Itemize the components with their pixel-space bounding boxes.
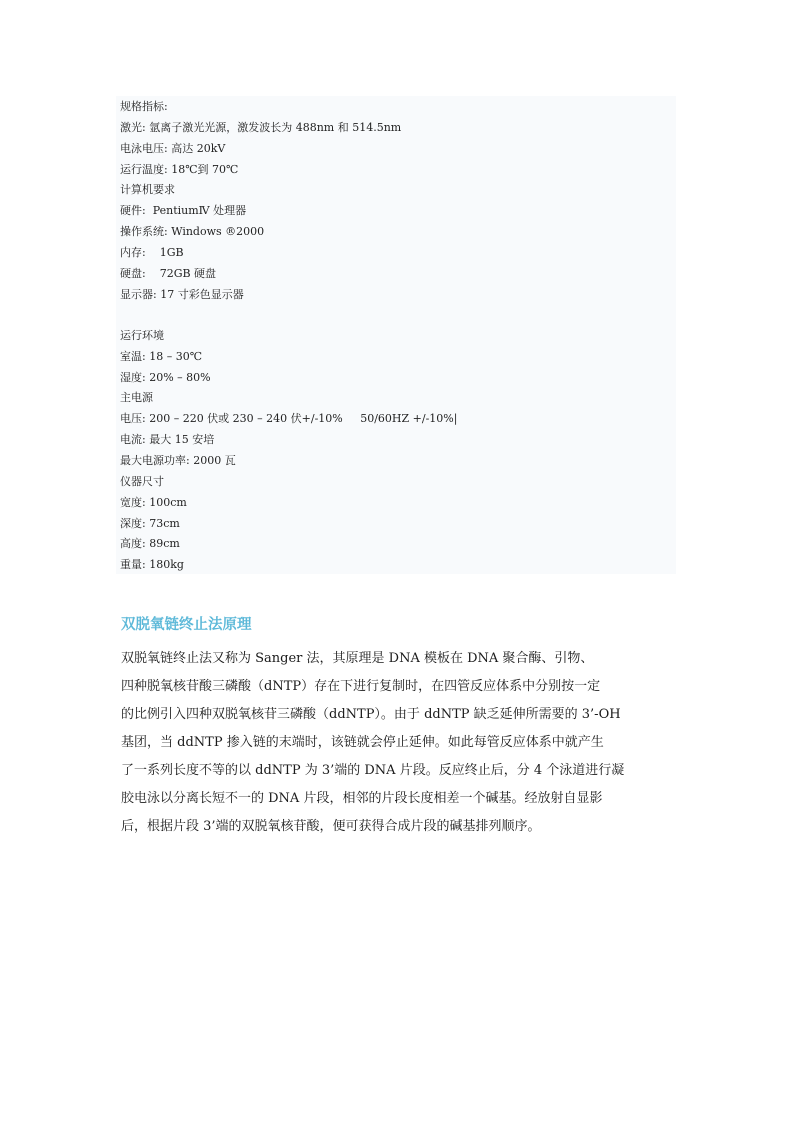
spec-line: 激光: 氩离子激光光源，激发波长为 488nm 和 514.5nm: [120, 121, 402, 134]
spec-line: 显示器: 17 寸彩色显示器: [120, 288, 244, 301]
spec-line: 运行环境: [120, 329, 164, 342]
paragraph-line: 胶电泳以分离长短不一的 DNA 片段，相邻的片段长度相差一个碱基。经放射自显影: [121, 791, 603, 806]
spec-line: 内存: 1GB: [120, 246, 184, 259]
paragraph-line: 的比例引入四种双脱氧核苷三磷酸（ddNTP）。由于 ddNTP 缺乏延伸所需要的 3’-OH: [121, 707, 621, 722]
spec-line: 仪器尺寸: [120, 475, 164, 488]
spec-line: 电压: 200 – 220 伏或 230 – 240 伏+/-10% 50/60HZ +/-10%|: [120, 412, 458, 425]
spec-line: 主电源: [120, 391, 153, 404]
spec-line: 宽度: 100cm: [120, 496, 187, 509]
spec-line: 湿度: 20% – 80%: [120, 371, 211, 384]
spec-line: 硬盘: 72GB 硬盘: [120, 267, 217, 280]
spec-line: 重量: 180kg: [120, 558, 184, 571]
spec-line: 室温: 18 – 30℃: [120, 350, 202, 363]
spec-line: 规格指标:: [120, 100, 168, 113]
spec-line: 深度: 73cm: [120, 517, 180, 530]
section-title: 双脱氧链终止法原理: [121, 617, 252, 633]
spec-line: 运行温度: 18℃到 70℃: [120, 163, 239, 176]
spec-line: 硬件: PentiumⅣ 处理器: [120, 204, 247, 217]
paragraph-line: 双脱氧链终止法又称为 Sanger 法，其原理是 DNA 模板在 DNA 聚合酶、引物、: [121, 651, 594, 666]
spec-line: 最大电源功率: 2000 瓦: [120, 454, 236, 467]
paragraph-line: 基团，当 ddNTP 掺入链的末端时，该链就会停止延伸。如此每管反应体系中就产生: [121, 735, 604, 750]
spec-line: 计算机要求: [120, 183, 175, 196]
spec-box: [116, 96, 676, 574]
spec-line: 高度: 89cm: [120, 537, 180, 550]
paragraph-line: 四种脱氧核苷酸三磷酸（dNTP）存在下进行复制时，在四管反应体系中分别按一定: [121, 679, 601, 694]
spec-line: 电流: 最大 15 安培: [120, 433, 215, 446]
paragraph-line: 了一系列长度不等的以 ddNTP 为 3’端的 DNA 片段。反应终止后，分 4 个泳道进行凝: [121, 763, 625, 778]
spec-line: 电泳电压: 高达 20kV: [120, 142, 226, 155]
spec-line: 操作系统: Windows ®2000: [120, 225, 265, 238]
paragraph-line: 后，根据片段 3’端的双脱氧核苷酸，便可获得合成片段的碱基排列顺序。: [121, 819, 541, 834]
